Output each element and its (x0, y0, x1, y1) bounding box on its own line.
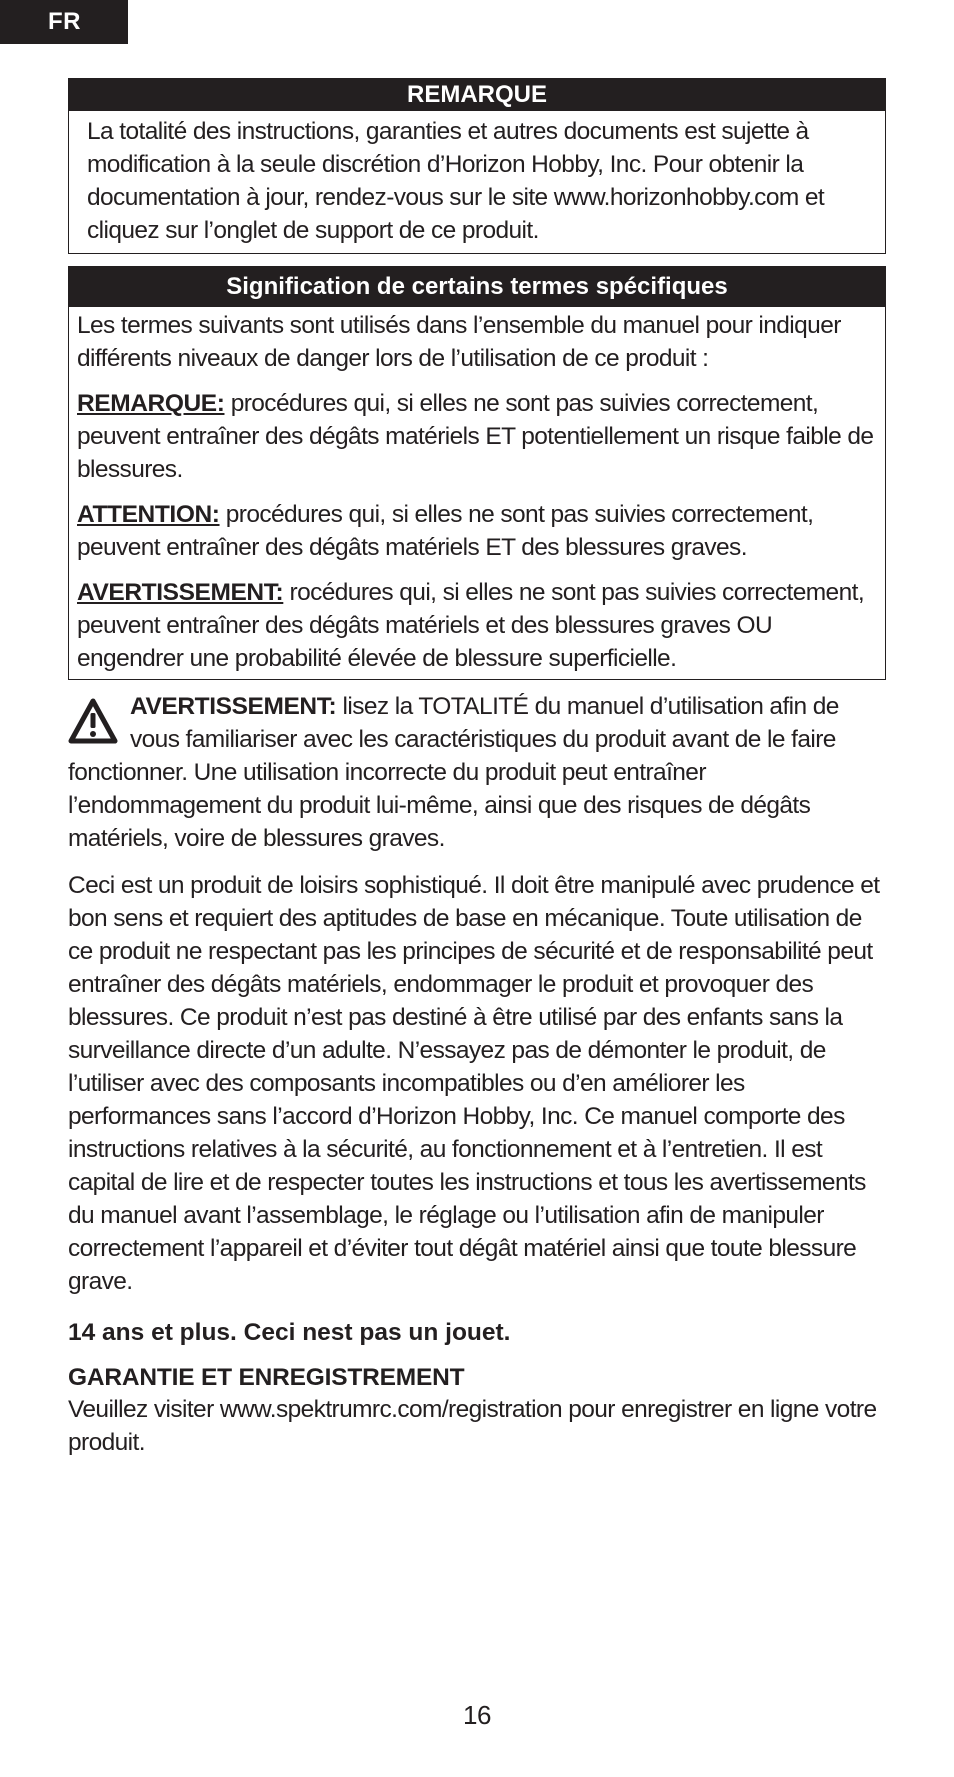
terms-body (69, 307, 885, 679)
terms-box (68, 266, 886, 680)
warning-triangle-icon (68, 698, 118, 744)
language-tab: FR (0, 0, 128, 44)
term-caution (77, 498, 881, 564)
term-warning-label: AVERTISSEMENT: (77, 579, 284, 606)
warning-block (68, 690, 886, 855)
page-content (68, 78, 886, 1459)
term-notice-label: REMARQUE: (77, 390, 225, 417)
terms-intro: Les termes suivants sont utilisés dans l’ensemble du manuel pour indiquer différents niveaux de danger lors de l’utilisation de ce produit : (77, 312, 841, 372)
page-number: 16 (463, 1700, 491, 1730)
warning-text: lisez la TOTALITÉ du manuel d’utilisation afin de vous familiariser avec les caractéristiques du produit avant de le faire fonctionner. Une utilisation incorrecte du produit peut entraîner l’endommagement du produit lui-même, ainsi que des risques de dégâts matériels, voire de blessures graves. (68, 693, 839, 852)
notice-title: REMARQUE (69, 79, 885, 111)
warning-lead: AVERTISSEMENT: (130, 693, 337, 720)
terms-title: Signification de certains termes spécifiques (69, 267, 885, 307)
notice-box (68, 78, 886, 254)
term-notice-text: procédures qui, si elles ne sont pas suivies correctement, peuvent entraîner des dégâts matériels ET potentiellement un risque faible de blessures. (77, 390, 874, 483)
term-warning-text: rocédures qui, si elles ne sont pas suivies correctement, peuvent entraîner des dégâts matériels et des blessures graves OU engendrer une probabilité élevée de blessure superficielle. (77, 579, 865, 672)
warranty-text: Veuillez visiter www.spektrumrc.com/registration pour enregistrer en ligne votre produit. (68, 1396, 877, 1456)
term-notice (77, 387, 881, 486)
notice-text: La totalité des instructions, garanties et autres documents est sujette à modification à la seule discrétion d’Horizon Hobby, Inc. Pour obtenir la documentation à jour, rendez-vous sur le site www.horizonhobby.com et cliquez sur l’onglet de support de ce produit. (87, 118, 825, 244)
safety-paragraph: Ceci est un produit de loisirs sophistiqué. Il doit être manipulé avec prudence et bon sens et requiert des aptitudes de base en mécanique. Toute utilisation de ce produit ne respectant pas les principes de sécurité et de responsabilité peut entraîner des dégâts matériels, endommager le produit et provoquer des blessures. Ce produit n’est pas destiné à être utilisé par des enfants sans la surveillance directe d’un adulte. N’essayez pas de démonter le produit, de l’utiliser avec des composants incompatibles ou d’en améliorer les performances sans l’accord d’Horizon Hobby, Inc. Ce manuel comporte des instructions relatives à la sécurité, au fonctionnement et à l’entretien. Il est capital de lire et de respecter toutes les instructions et tous les avertissements du manuel avant l’assemblage, le réglage ou l’utilisation afin de manipuler correctement l’appareil et d’éviter tout dégât matériel ainsi que toute blessure grave. (68, 872, 880, 1295)
term-caution-text: procédures qui, si elles ne sont pas suivies correctement, peuvent entraîner des dégâts matériels ET des blessures graves. (77, 501, 814, 561)
age-notice: 14 ans et plus. Ceci nest pas un jouet. (68, 1319, 511, 1346)
term-warning (77, 576, 881, 675)
term-caution-label: ATTENTION: (77, 501, 220, 528)
warranty-title: GARANTIE ET ENREGISTREMENT (68, 1364, 465, 1391)
